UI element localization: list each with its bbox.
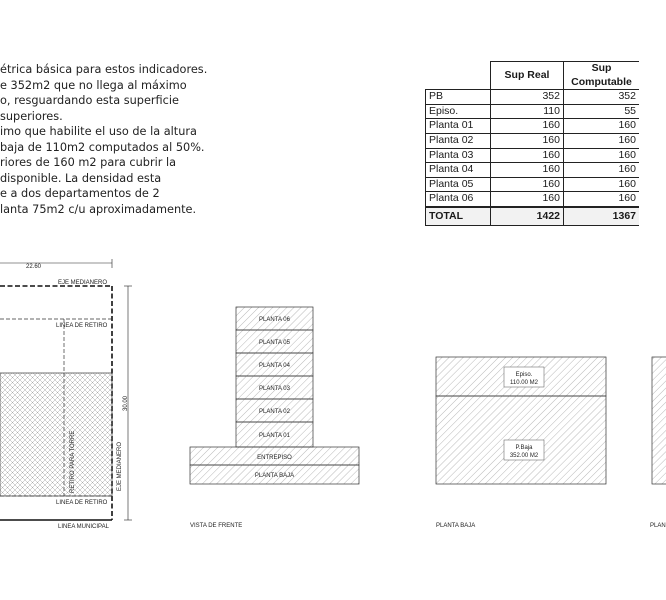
vista-frente-caption: VISTA DE FRENTE <box>190 523 243 529</box>
ground-floor-plan <box>436 357 606 529</box>
row-label: Planta 06 <box>426 192 491 207</box>
table-header-cell: Sup Real <box>491 62 564 90</box>
sup-real-cell: 160 <box>491 177 564 192</box>
linea-municipal-label: LINEA MUNICIPAL <box>58 524 109 530</box>
pbaja-area-label: 352.00 M2 <box>509 453 539 459</box>
sup-computable-cell: 160 <box>564 163 640 178</box>
sup-real-cell: 160 <box>491 133 564 148</box>
row-label: Planta 03 <box>426 148 491 163</box>
eje-medianero-side-label: EJE MEDIANERO <box>117 441 123 491</box>
sup-computable-cell: 352 <box>564 90 640 105</box>
paragraph-line: baja de 110m2 computados al 50%. <box>0 140 205 154</box>
paragraph-line: riores de 160 m2 para cubrir la <box>0 156 177 169</box>
sup-real-cell: 160 <box>491 192 564 207</box>
total-real-cell: 1422 <box>491 207 564 226</box>
sup-real-cell: 110 <box>491 104 564 119</box>
floor-label: PLANTA 05 <box>259 340 290 346</box>
dimension-depth-label: 30.00 <box>123 395 129 411</box>
sup-computable-cell: 160 <box>564 192 640 207</box>
cropped-plan-caption: PLAN <box>650 523 666 529</box>
floor-label: PLANTA 04 <box>259 363 290 369</box>
eje-medianero-label: EJE MEDIANERO <box>58 280 108 286</box>
paragraph-line: e a dos departamentos de 2 <box>0 187 160 200</box>
pbaja-label: P.Baja <box>515 445 533 451</box>
paragraph-line: e 352m2 que no llega al máximo <box>0 78 187 92</box>
planta-baja-caption: PLANTA BAJA <box>436 523 476 529</box>
site-plan <box>0 259 132 530</box>
paragraph-line: disponible. La densidad esta <box>0 171 162 185</box>
sup-real-cell: 352 <box>491 90 564 105</box>
cropped-plan-area <box>652 357 666 484</box>
linea-retiro-top-label: LINEA DE RETIRO <box>56 323 108 329</box>
sup-computable-cell: 160 <box>564 177 640 192</box>
episo-area-label: 110.00 M2 <box>510 380 538 386</box>
sup-computable-cell: 160 <box>564 133 640 148</box>
planta-baja-label: PLANTA BAJA <box>254 473 295 479</box>
paragraph-line: imo que habilite el uso de la altura <box>0 125 197 138</box>
total-computable-cell: 1367 <box>564 207 640 226</box>
table-header-cell: Sup Computable <box>564 62 640 90</box>
row-label: Episo. <box>426 104 491 119</box>
paragraph-line: étrica básica para estos indicadores. <box>0 63 208 76</box>
paragraph-line: o, resguardando esta superficie <box>0 94 179 107</box>
row-label: Planta 05 <box>426 177 491 192</box>
front-elevation <box>190 307 359 529</box>
row-label: Planta 04 <box>426 163 491 178</box>
row-label: PB <box>426 90 491 105</box>
entrepiso-label: ENTREPISO <box>257 455 292 461</box>
episo-label: Episo. <box>515 372 533 378</box>
retiro-torre-label: RETIRO PARA TORRE <box>70 430 76 493</box>
buildable-area <box>0 373 112 496</box>
dimension-width-label: 22.60 <box>26 264 42 270</box>
floor-label: PLANTA 06 <box>259 317 290 323</box>
sup-real-cell: 160 <box>491 148 564 163</box>
sup-computable-cell: 160 <box>564 119 640 134</box>
row-label: Planta 02 <box>426 133 491 148</box>
sup-real-cell: 160 <box>491 163 564 178</box>
floor-label: PLANTA 02 <box>259 409 290 415</box>
total-label: TOTAL <box>426 207 491 226</box>
paragraph-line: lanta 75m2 c/u aproximadamente. <box>0 202 197 216</box>
linea-retiro-bottom-label: LINEA DE RETIRO <box>56 500 108 506</box>
sup-computable-cell: 55 <box>564 104 640 119</box>
floor-label: PLANTA 01 <box>259 433 290 439</box>
sup-computable-cell: 160 <box>564 148 640 163</box>
paragraph-line: superiores. <box>0 109 63 123</box>
floor-label: PLANTA 03 <box>259 386 290 392</box>
cropped-plan <box>650 357 666 529</box>
row-label: Planta 01 <box>426 119 491 134</box>
sup-real-cell: 160 <box>491 119 564 134</box>
